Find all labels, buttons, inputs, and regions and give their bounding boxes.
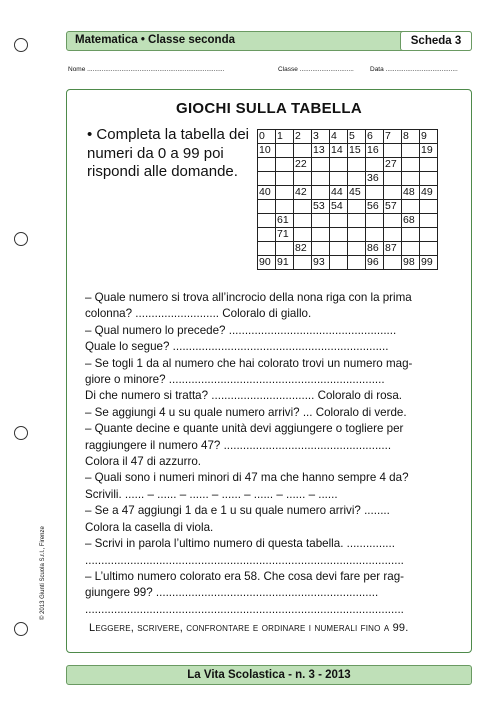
table-cell[interactable]: 4 <box>330 130 348 144</box>
table-cell[interactable] <box>384 186 402 200</box>
table-cell[interactable]: 7 <box>384 130 402 144</box>
table-cell[interactable]: 22 <box>294 158 312 172</box>
instruction-text: • Completa la tabella dei numeri da 0 a 99 poi rispondi alle domande. <box>87 126 250 180</box>
table-row <box>258 144 438 158</box>
questions-list <box>85 290 460 618</box>
table-cell[interactable] <box>312 186 330 200</box>
table-cell[interactable] <box>294 172 312 186</box>
table-cell[interactable] <box>366 186 384 200</box>
table-cell[interactable] <box>330 242 348 256</box>
table-row <box>258 256 438 270</box>
table-cell[interactable]: 48 <box>402 186 420 200</box>
table-cell[interactable] <box>366 228 384 242</box>
question-line: – Quante decine e quante unità devi aggiungere o togliere per <box>85 422 404 436</box>
table-cell[interactable]: 8 <box>402 130 420 144</box>
table-cell[interactable] <box>312 228 330 242</box>
question-line: Colora la casella di viola. <box>85 520 214 534</box>
table-cell[interactable] <box>348 214 366 228</box>
table-row <box>258 158 438 172</box>
sheet-label: Scheda 3 <box>400 31 472 51</box>
question-line: – Se aggiungi 4 u su quale numero arrivi? ... Coloralo di verde. <box>85 405 407 419</box>
table-row <box>258 200 438 214</box>
table-cell[interactable]: 10 <box>258 144 276 158</box>
table-cell[interactable]: 56 <box>366 200 384 214</box>
table-cell[interactable]: 86 <box>366 242 384 256</box>
table-cell[interactable]: 99 <box>420 256 438 270</box>
table-cell[interactable]: 90 <box>258 256 276 270</box>
table-cell[interactable]: 61 <box>276 214 294 228</box>
table-cell[interactable] <box>402 228 420 242</box>
subject-label: Matematica • Classe seconda <box>75 34 235 46</box>
binder-hole <box>14 622 28 636</box>
table-row <box>258 172 438 186</box>
table-cell[interactable] <box>276 172 294 186</box>
table-cell[interactable]: 98 <box>402 256 420 270</box>
table-cell[interactable] <box>312 158 330 172</box>
class-field: Classe .............................. <box>278 66 354 73</box>
table-cell[interactable] <box>402 158 420 172</box>
table-cell[interactable] <box>348 200 366 214</box>
table-cell[interactable] <box>420 242 438 256</box>
table-cell[interactable] <box>276 242 294 256</box>
table-cell[interactable] <box>294 256 312 270</box>
table-cell[interactable] <box>276 186 294 200</box>
table-cell[interactable] <box>348 228 366 242</box>
table-cell[interactable] <box>312 172 330 186</box>
table-cell[interactable] <box>420 172 438 186</box>
question-line: – L’ultimo numero colorato era 58. Che cosa devi fare per rag- <box>85 569 404 583</box>
table-cell[interactable]: 93 <box>312 256 330 270</box>
table-cell[interactable] <box>276 144 294 158</box>
table-cell[interactable] <box>258 228 276 242</box>
table-cell[interactable]: 91 <box>276 256 294 270</box>
table-cell[interactable]: 36 <box>366 172 384 186</box>
table-cell[interactable] <box>384 214 402 228</box>
table-cell[interactable] <box>294 144 312 158</box>
table-cell[interactable]: 96 <box>366 256 384 270</box>
question-line: ................................................................................................... <box>85 553 404 567</box>
table-cell[interactable]: 3 <box>312 130 330 144</box>
table-cell[interactable] <box>312 242 330 256</box>
table-cell[interactable] <box>258 158 276 172</box>
table-cell[interactable] <box>348 242 366 256</box>
table-cell[interactable]: 15 <box>348 144 366 158</box>
table-row <box>258 186 438 200</box>
table-cell[interactable]: 1 <box>276 130 294 144</box>
question-line: – Se a 47 aggiungi 1 da e 1 u su quale numero arrivi? ........ <box>85 504 390 518</box>
table-cell[interactable] <box>366 158 384 172</box>
table-cell[interactable]: 53 <box>312 200 330 214</box>
question-line: Di che numero si tratta? ................................ Coloralo di rosa. <box>85 389 403 403</box>
table-cell[interactable]: 19 <box>420 144 438 158</box>
binder-hole <box>14 426 28 440</box>
question-line: – Qual numero lo precede? .................................................... <box>85 323 397 337</box>
table-cell[interactable]: 5 <box>348 130 366 144</box>
table-cell[interactable] <box>384 256 402 270</box>
worksheet-frame <box>66 89 472 653</box>
table-cell[interactable] <box>258 242 276 256</box>
table-cell[interactable] <box>384 144 402 158</box>
table-cell[interactable] <box>330 172 348 186</box>
table-row <box>258 242 438 256</box>
table-cell[interactable] <box>294 228 312 242</box>
table-cell[interactable] <box>330 228 348 242</box>
question-line: ................................................................................................... <box>85 602 404 616</box>
table-cell[interactable]: 54 <box>330 200 348 214</box>
table-cell[interactable] <box>384 172 402 186</box>
table-cell[interactable] <box>276 200 294 214</box>
table-cell[interactable]: 0 <box>258 130 276 144</box>
number-table <box>257 129 438 270</box>
question-line: – Quali sono i numeri minori di 47 ma che hanno sempre 4 da? <box>85 471 409 485</box>
table-cell[interactable] <box>330 256 348 270</box>
header-bar <box>66 31 472 51</box>
footer-bar: La Vita Scolastica - n. 3 - 2013 <box>66 665 472 685</box>
table-row <box>258 130 438 144</box>
table-cell[interactable] <box>402 200 420 214</box>
table-cell[interactable] <box>348 172 366 186</box>
question-line: Quale lo segue? ................................................................... <box>85 340 389 354</box>
table-cell[interactable]: 9 <box>420 130 438 144</box>
binder-hole <box>14 38 28 52</box>
table-cell[interactable]: 87 <box>384 242 402 256</box>
question-line: giore o minore? ................................................................... <box>85 373 385 387</box>
question-line: – Se togli 1 da al numero che hai colorato trovi un numero mag- <box>85 356 413 370</box>
table-cell[interactable] <box>384 228 402 242</box>
copyright-note: © 2013 Giunti Scuola S.r.l., Firenze <box>40 526 46 620</box>
learning-objective: Leggere, scrivere, confrontare e ordinare i numerali fino a 99. <box>89 622 409 634</box>
name-field: Nome ............................................................................ <box>68 66 225 73</box>
table-cell[interactable] <box>420 158 438 172</box>
table-cell[interactable] <box>348 158 366 172</box>
table-cell[interactable]: 44 <box>330 186 348 200</box>
table-cell[interactable]: 6 <box>366 130 384 144</box>
table-cell[interactable] <box>420 200 438 214</box>
binder-hole <box>14 232 28 246</box>
table-cell[interactable]: 27 <box>384 158 402 172</box>
table-cell[interactable]: 40 <box>258 186 276 200</box>
table-cell[interactable]: 57 <box>384 200 402 214</box>
table-cell[interactable] <box>294 200 312 214</box>
table-cell[interactable]: 2 <box>294 130 312 144</box>
table-cell[interactable] <box>402 144 420 158</box>
question-line: Colora il 47 di azzurro. <box>85 455 201 469</box>
table-cell[interactable]: 42 <box>294 186 312 200</box>
table-cell[interactable]: 82 <box>294 242 312 256</box>
table-row <box>258 214 438 228</box>
table-cell[interactable] <box>330 158 348 172</box>
table-cell[interactable] <box>330 214 348 228</box>
table-cell[interactable]: 16 <box>366 144 384 158</box>
table-cell[interactable]: 14 <box>330 144 348 158</box>
table-cell[interactable] <box>402 172 420 186</box>
table-cell[interactable]: 49 <box>420 186 438 200</box>
table-cell[interactable]: 71 <box>276 228 294 242</box>
table-cell[interactable]: 13 <box>312 144 330 158</box>
table-cell[interactable]: 68 <box>402 214 420 228</box>
table-cell[interactable] <box>258 200 276 214</box>
table-cell[interactable] <box>258 172 276 186</box>
table-cell[interactable] <box>294 214 312 228</box>
question-line: raggiungere il numero 47? .................................................... <box>85 438 392 452</box>
table-cell[interactable]: 45 <box>348 186 366 200</box>
table-row <box>258 228 438 242</box>
question-line: – Quale numero si trova all’incrocio della nona riga con la prima <box>85 291 412 304</box>
table-cell[interactable] <box>348 256 366 270</box>
worksheet-title: GIOCHI SULLA TABELLA <box>176 100 362 117</box>
question-line: Scrivili. ...... – ...... – ...... – ...... – ...... – ...... – ...... <box>85 487 338 501</box>
table-cell[interactable] <box>366 214 384 228</box>
question-line: giungere 99? ..................................................................... <box>85 586 379 600</box>
table-cell[interactable] <box>420 214 438 228</box>
question-line: – Scrivi in parola l’ultimo numero di questa tabella. ............... <box>85 537 395 551</box>
date-field: Data ........................................ <box>370 66 458 73</box>
table-cell[interactable] <box>312 214 330 228</box>
table-cell[interactable] <box>276 158 294 172</box>
table-cell[interactable] <box>420 228 438 242</box>
table-cell[interactable] <box>402 242 420 256</box>
question-line: colonna? .......................... Coloralo di giallo. <box>85 307 312 321</box>
table-cell[interactable] <box>258 214 276 228</box>
